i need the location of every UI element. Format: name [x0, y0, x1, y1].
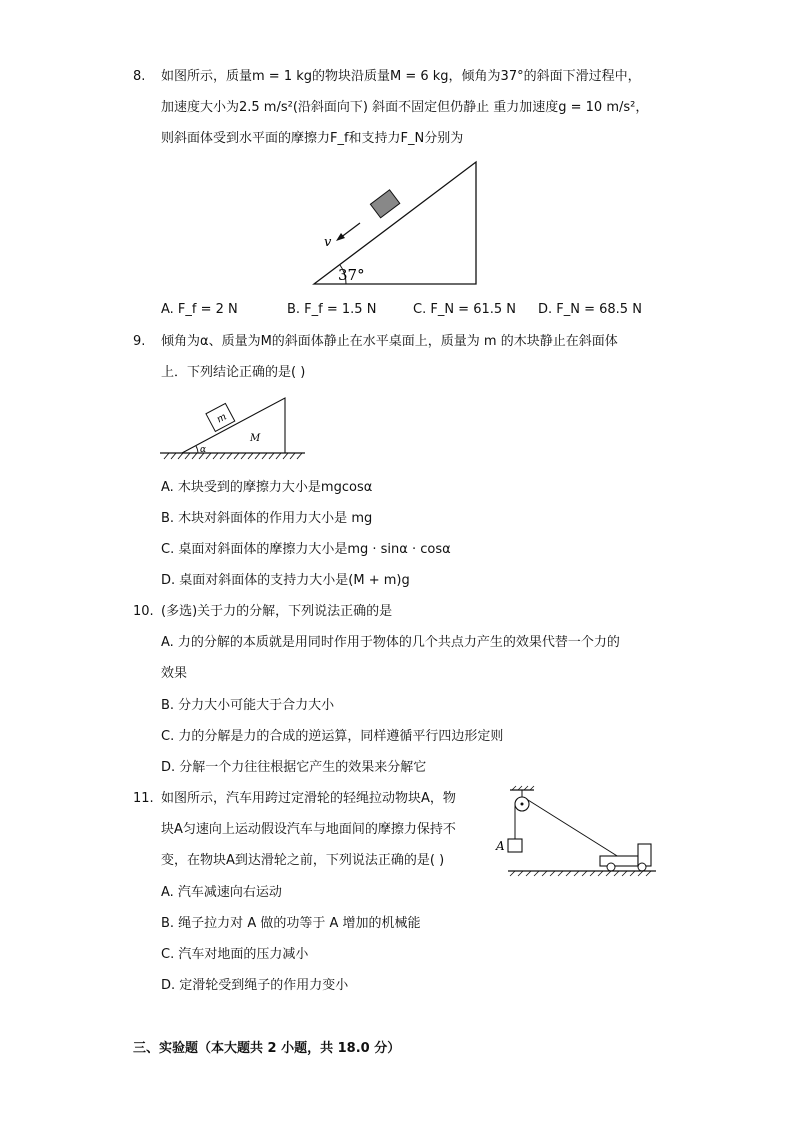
q11-line-3: 变，在物块A到达滑轮之前，下列说法正确的是( ) [161, 853, 445, 868]
q10-option-c: C. 力的分解是力的合成的逆运算，同样遵循平行四边形定则 [161, 729, 504, 744]
car-wheel-front [638, 863, 646, 871]
angle-label: α [200, 445, 207, 455]
q8-line-3: 则斜面体受到水平面的摩擦力F_f和支持力F_N分别为 [161, 131, 464, 146]
q9-option-a: A. 木块受到的摩擦力大小是mgcosα [161, 480, 373, 495]
q10-number: 10. [133, 604, 154, 619]
q10-line-1: (多选)关于力的分解，下列说法正确的是 [161, 604, 393, 619]
ground-hatching [164, 453, 302, 459]
q9-number: 9. [133, 334, 146, 349]
q11-option-c: C. 汽车对地面的压力减小 [161, 947, 309, 962]
pulley-axle [521, 803, 524, 806]
q11-option-b: B. 绳子拉力对 A 做的功等于 A 增加的机械能 [161, 916, 421, 931]
rope-to-car [528, 800, 622, 859]
block-m-label: m [214, 411, 229, 426]
section-3-title: 三、实验题（本大题共 2 小题，共 18.0 分） [133, 1041, 401, 1056]
q10-option-b: B. 分力大小可能大于合力大小 [161, 698, 335, 713]
q11-number: 11. [133, 791, 154, 806]
q8-incline-figure [300, 158, 490, 288]
q11-line-2: 块A匀速向上运动假设汽车与地面间的摩擦力保持不 [161, 822, 456, 837]
q9-option-b: B. 木块对斜面体的作用力大小是 mg [161, 511, 373, 526]
q11-option-a: A. 汽车减速向右运动 [161, 885, 282, 900]
incline-M-label: M [250, 433, 261, 444]
angle-arc [196, 446, 198, 453]
incline-M [182, 398, 285, 453]
q9-option-c: C. 桌面对斜面体的摩擦力大小是mg · sinα · cosα [161, 542, 451, 557]
car-cab [638, 844, 651, 866]
car-body [600, 856, 638, 866]
block-A [508, 839, 522, 852]
q8-option-c: C. F_N = 61.5 N [413, 302, 517, 317]
q9-incline-figure [160, 395, 310, 465]
q9-option-d: D. 桌面对斜面体的支持力大小是(M + m)g [161, 573, 410, 588]
velocity-label: v [324, 235, 332, 250]
q8-line-2: 加速度大小为2.5 m/s²(沿斜面向下) 斜面不固定但仍静止 重力加速度g = 10 m/s²， [161, 100, 649, 115]
car-wheel-rear [607, 863, 615, 871]
angle-label: 37° [338, 266, 365, 284]
sliding-block [370, 190, 399, 218]
q11-line-1: 如图所示，汽车用跨过定滑轮的轻绳拉动物块A，物 [161, 791, 456, 806]
q10-option-a: A. 力的分解的本质就是用同时作用于物体的几个共点力产生的效果代替一个力的 [161, 635, 620, 650]
q8-option-d: D. F_N = 68.5 N [538, 302, 642, 317]
q9-line-1: 倾角为α、质量为M的斜面体静止在水平桌面上，质量为 m 的木块静止在斜面体 [161, 334, 618, 349]
q10-option-a-cont: 效果 [161, 666, 188, 681]
q8-line-1: 如图所示，质量m = 1 kg的物块沿质量M = 6 kg，倾角为37°的斜面下滑过程中， [161, 69, 641, 84]
block-A-label: A [496, 839, 505, 853]
q11-option-d: D. 定滑轮受到绳子的作用力变小 [161, 978, 349, 993]
q8-option-b: B. F_f = 1.5 N [287, 302, 377, 317]
q9-line-2: 上．下列结论正确的是( ) [161, 365, 306, 380]
ground-hatching [510, 871, 651, 876]
q8-option-a: A. F_f = 2 N [161, 302, 238, 317]
q10-option-d: D. 分解一个力往往根据它产生的效果来分解它 [161, 760, 427, 775]
q8-number: 8. [133, 69, 146, 84]
q11-pulley-figure [496, 786, 661, 881]
velocity-arrowhead [336, 233, 345, 241]
